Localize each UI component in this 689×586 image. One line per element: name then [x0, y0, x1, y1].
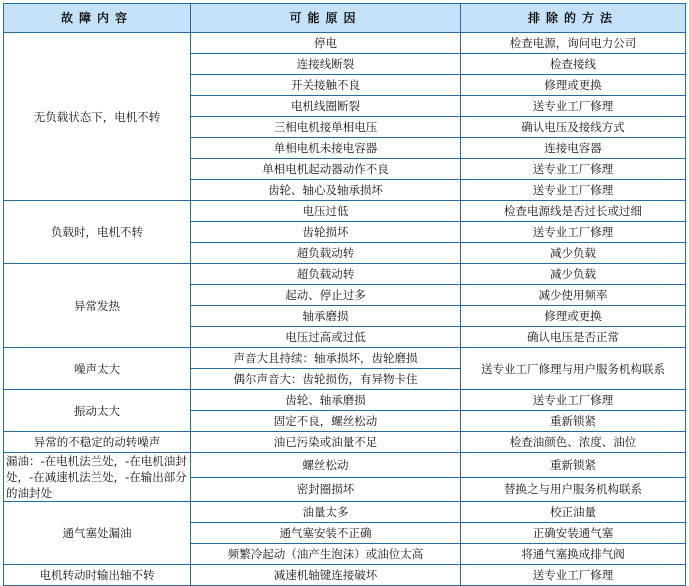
remedy-cell: 检查油颜色、浓度、油位 [461, 432, 686, 453]
cause-cell: 单相电机起动器动作不良 [191, 159, 461, 180]
header-fault: 故障内容 [4, 4, 191, 33]
table-body [4, 33, 686, 586]
header-row [4, 4, 686, 33]
remedy-cell: 减少使用频率 [461, 285, 686, 306]
remedy-cell: 校正油量 [461, 502, 686, 523]
remedy-cell: 送专业工厂修理 [461, 180, 686, 201]
cause-cell: 通气塞安装不正确 [191, 523, 461, 544]
remedy-cell: 将通气塞换成排气阀 [461, 544, 686, 565]
table-row [4, 565, 686, 586]
remedy-cell: 重新锁紧 [461, 411, 686, 432]
fault-cell: 负载时，电机不转 [4, 201, 191, 264]
remedy-cell: 修理或更换 [461, 306, 686, 327]
table-row [4, 432, 686, 453]
cause-cell: 连接线断裂 [191, 54, 461, 75]
fault-cell: 振动太大 [4, 390, 191, 432]
cause-cell: 开关接触不良 [191, 75, 461, 96]
remedy-cell: 送专业工厂修理 [461, 159, 686, 180]
fault-cell: 通气塞处漏油 [4, 502, 191, 565]
cause-cell: 密封圈损坏 [191, 477, 461, 502]
remedy-cell: 检查接线 [461, 54, 686, 75]
fault-cell: 噪声太大 [4, 348, 191, 390]
cause-cell: 电压过高或过低 [191, 327, 461, 348]
remedy-cell: 确认电压是否正常 [461, 327, 686, 348]
cause-cell: 轴承磨损 [191, 306, 461, 327]
cause-cell: 油已污染或油量不足 [191, 432, 461, 453]
cause-cell: 超负载动转 [191, 264, 461, 285]
remedy-cell: 确认电压及接线方式 [461, 117, 686, 138]
remedy-cell: 送专业工厂修理与用户服务机构联系 [461, 348, 686, 390]
remedy-cell: 送专业工厂修理 [461, 390, 686, 411]
cause-cell: 齿轮、轴心及轴承损坏 [191, 180, 461, 201]
remedy-cell: 送专业工厂修理 [461, 222, 686, 243]
remedy-cell: 替换之与用户服务机构联系 [461, 477, 686, 502]
fault-cell: 电机转动时输出轴不转 [4, 565, 191, 586]
table-row [4, 201, 686, 222]
remedy-cell: 减少负载 [461, 264, 686, 285]
cause-cell: 起动、停止过多 [191, 285, 461, 306]
fault-cell: 异常发热 [4, 264, 191, 348]
remedy-cell: 送专业工厂修理 [461, 96, 686, 117]
remedy-cell: 检查电源线是否过长或过细 [461, 201, 686, 222]
header-cause: 可能原因 [191, 4, 461, 33]
cause-cell: 固定不良，螺丝松动 [191, 411, 461, 432]
table-row [4, 502, 686, 523]
cause-cell: 齿轮损坏 [191, 222, 461, 243]
fault-cell: 漏油：-在电机法兰处，-在电机油封处，-在减速机法兰处，-在输出部分的油封处 [4, 453, 191, 502]
cause-cell: 偶尔声音大：齿轮损伤，有异物卡住 [191, 369, 461, 390]
table-row [4, 453, 686, 478]
cause-cell: 频繁冷起动（油产生泡沫）或油位太高 [191, 544, 461, 565]
cause-cell: 螺丝松动 [191, 453, 461, 478]
cause-cell: 减速机轴键连接破坏 [191, 565, 461, 586]
cause-cell: 超负载动转 [191, 243, 461, 264]
table-row [4, 264, 686, 285]
cause-cell: 电机线圈断裂 [191, 96, 461, 117]
remedy-cell: 重新锁紧 [461, 453, 686, 478]
table-row [4, 33, 686, 54]
remedy-cell: 检查电源，询问电力公司 [461, 33, 686, 54]
table-row [4, 390, 686, 411]
header-remedy: 排除的方法 [461, 4, 686, 33]
fault-table [3, 3, 686, 586]
remedy-cell: 正确安装通气塞 [461, 523, 686, 544]
cause-cell: 油量太多 [191, 502, 461, 523]
cause-cell: 电压过低 [191, 201, 461, 222]
cause-cell: 三相电机接单相电压 [191, 117, 461, 138]
remedy-cell: 减少负载 [461, 243, 686, 264]
fault-cell: 异常的不稳定的动转噪声 [4, 432, 191, 453]
table-row [4, 348, 686, 369]
remedy-cell: 修理或更换 [461, 75, 686, 96]
remedy-cell: 连接电容器 [461, 138, 686, 159]
remedy-cell: 送专业工厂修理 [461, 565, 686, 586]
fault-cell: 无负载状态下，电机不转 [4, 33, 191, 201]
cause-cell: 声音大且持续：轴承损坏，齿轮磨损 [191, 348, 461, 369]
cause-cell: 单相电机未接电容器 [191, 138, 461, 159]
cause-cell: 停电 [191, 33, 461, 54]
cause-cell: 齿轮、轴承磨损 [191, 390, 461, 411]
